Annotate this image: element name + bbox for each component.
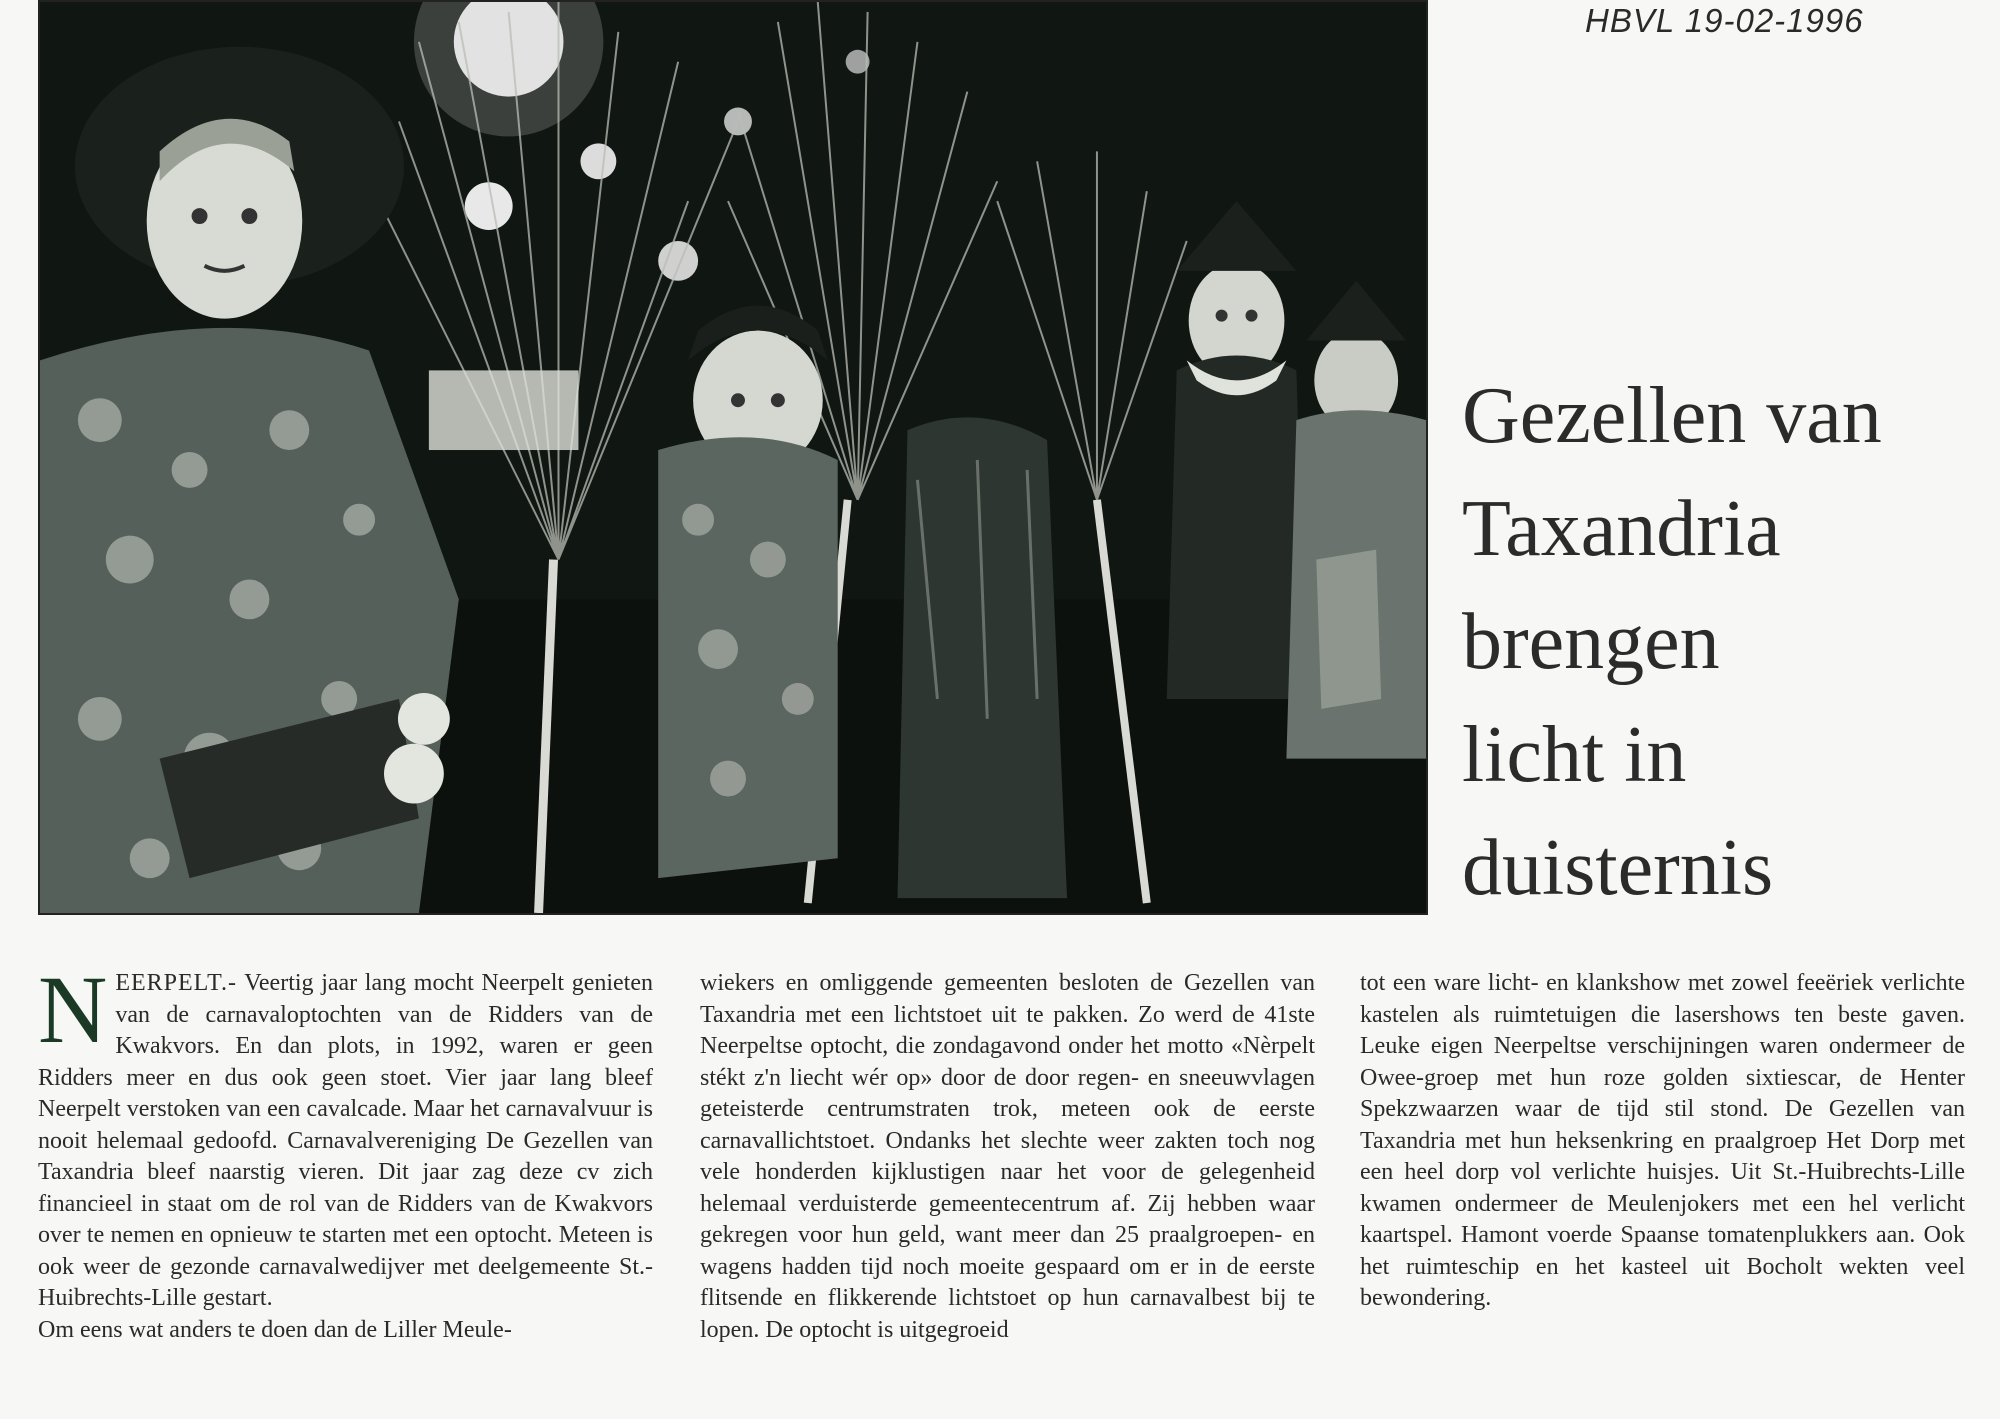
article-headline bbox=[1462, 360, 1982, 925]
headline-line: duisternis bbox=[1462, 824, 1774, 912]
article-paragraph: wiekers en omliggende gemeenten besloten de Gezellen van Taxandria met een lichtstoet uit te pakken. Zo werd de 41ste Neerpeltse optocht, die zondagavond onder het motto «Nèrpelt stékt z'n liecht wér op» door de door regen- en sneeuwvlagen geteisterde centrumstraten trok, meteen ook de eerste carnavallichtstoet. Ondanks het slechte weer zakten toch nog vele honderden kijklustigen naar het voor de gelegenheid helemaal verduisterde gemeentecentrum af. Zij hebben waar gekregen voor hun geld, want meer dan 25 praalgroepen- en wagens hadden tijd noch moeite gespaard om er in de eerste flitsende en flikkerende lichtstoet op hun carnavalbest bij te lopen. De optocht is uitgegroeid bbox=[700, 970, 1315, 1343]
article-paragraph: Om eens wat anders te doen dan de Liller Meule- bbox=[38, 1316, 512, 1343]
dateline: EERPELT.- bbox=[115, 970, 237, 996]
drop-cap: N bbox=[38, 956, 108, 1063]
headline-line: licht in bbox=[1462, 711, 1687, 799]
headline-line: Gezellen van bbox=[1462, 372, 1882, 460]
article-column-2 bbox=[700, 968, 1315, 1346]
article-column-1 bbox=[38, 956, 653, 1346]
article-paragraph: tot een ware licht- en klankshow met zowel feeëriek verlichte kastelen als ruimtetuigen die lasershows ten beste gaven. Leuke eigen Neerpeltse verschijningen waren ondermeer de Owee-groep met hun roze golden sixtiescar, de Henter Spekzwaarzen waar de tijd stil stond. De Gezellen van Taxandria met hun heksenkring en praalgroep Het Dorp met een heel dorp vol verlichte huisjes. Uit St.-Huibrechts-Lille kwamen ondermeer de Meulenjokers met een hel verlicht kaartspel. Hamont voerde Spaanse tomatenplukkers aan. Ook het ruimteschip en het kasteel uit Bocholt wekten veel bewondering. bbox=[1360, 970, 1965, 1311]
headline-line: brengen bbox=[1462, 598, 1720, 686]
article-text: Veertig jaar lang mocht Neerpelt genieten van de carnavaloptochten van de Ridders van de Kwakvors. En dan plots, in 1992, waren er geen Ridders meer en dus ook geen stoet. Vier jaar lang bleef Neerpelt verstoken van een cavalcade. Maar het carnavalvuur is nooit helemaal gedoofd. Carnavalvereniging De Gezellen van Taxandria bleef naarstig vieren. Dit jaar zag deze cv zich financieel in staat om de rol van de Ridders van de Kwakvors over te nemen en opnieuw te starten met een optocht. Meteen is ook weer de gezonde carnavalwedijver met deelgemeente St.-Huibrechts-Lille gestart. bbox=[38, 970, 653, 1311]
article-column-3 bbox=[1360, 968, 1965, 1315]
newspaper-source-date: HBVL 19-02-1996 bbox=[1585, 2, 1864, 39]
headline-line: Taxandria bbox=[1462, 485, 1781, 573]
article-paragraph bbox=[38, 956, 653, 1315]
witches-with-brooms-illustration bbox=[40, 2, 1426, 913]
carnival-photo bbox=[38, 0, 1428, 915]
